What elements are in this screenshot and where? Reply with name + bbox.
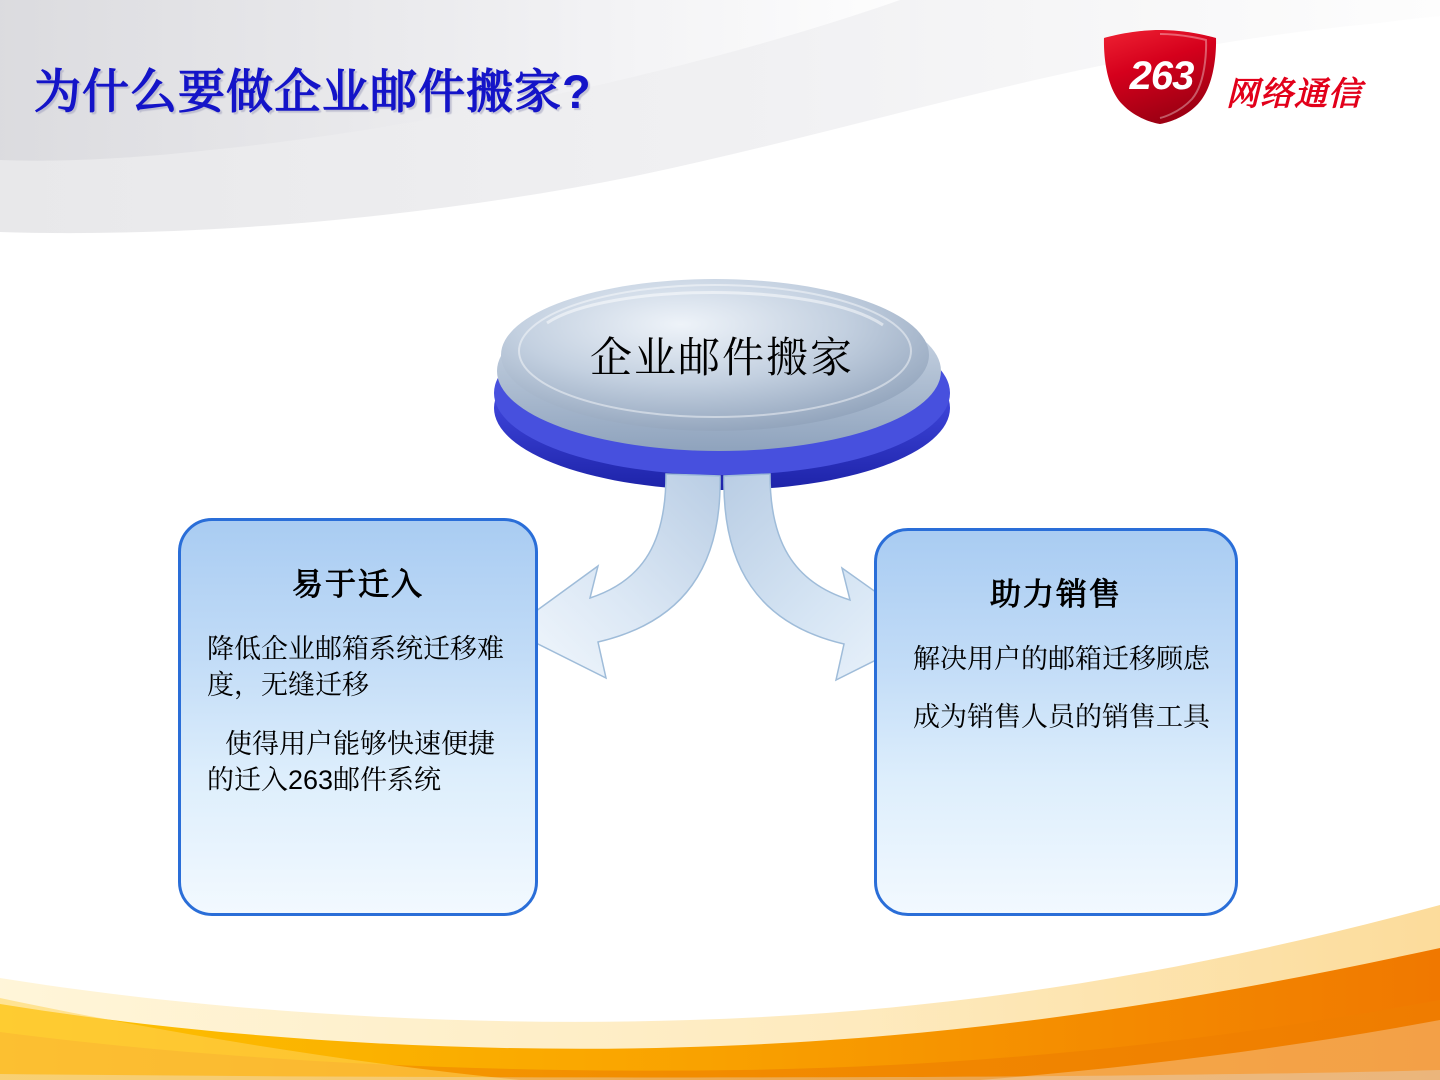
central-node-label: 企业邮件搬家 <box>589 334 854 381</box>
logo-number: 263 <box>1129 54 1194 98</box>
logo-chinese-text: 网络通信 <box>1226 75 1362 112</box>
card-right-line-1: 解决用户的邮箱迁移顾虑 <box>913 644 1210 674</box>
card-easy-migration <box>178 518 538 916</box>
card-sales-support <box>874 528 1238 916</box>
arrow-to-left-box <box>510 474 720 678</box>
card-left-line-1: 降低企业邮箱系统迁移难度，无缝迁移 <box>207 634 504 701</box>
card-right-line-2: 成为销售人员的销售工具 <box>913 702 1210 733</box>
card-title-right: 助力销售 <box>990 577 1122 612</box>
card-left-line-2: 使得用户能够快速便捷的迁入263邮件系统 <box>207 728 495 796</box>
logo-263 <box>1098 28 1418 126</box>
page-title: 为什么要做企业邮件搬家? <box>34 65 592 118</box>
central-node <box>487 243 957 493</box>
card-title-left: 易于迁入 <box>292 567 424 602</box>
card-body-left <box>207 631 517 799</box>
card-body-right <box>913 641 1217 736</box>
